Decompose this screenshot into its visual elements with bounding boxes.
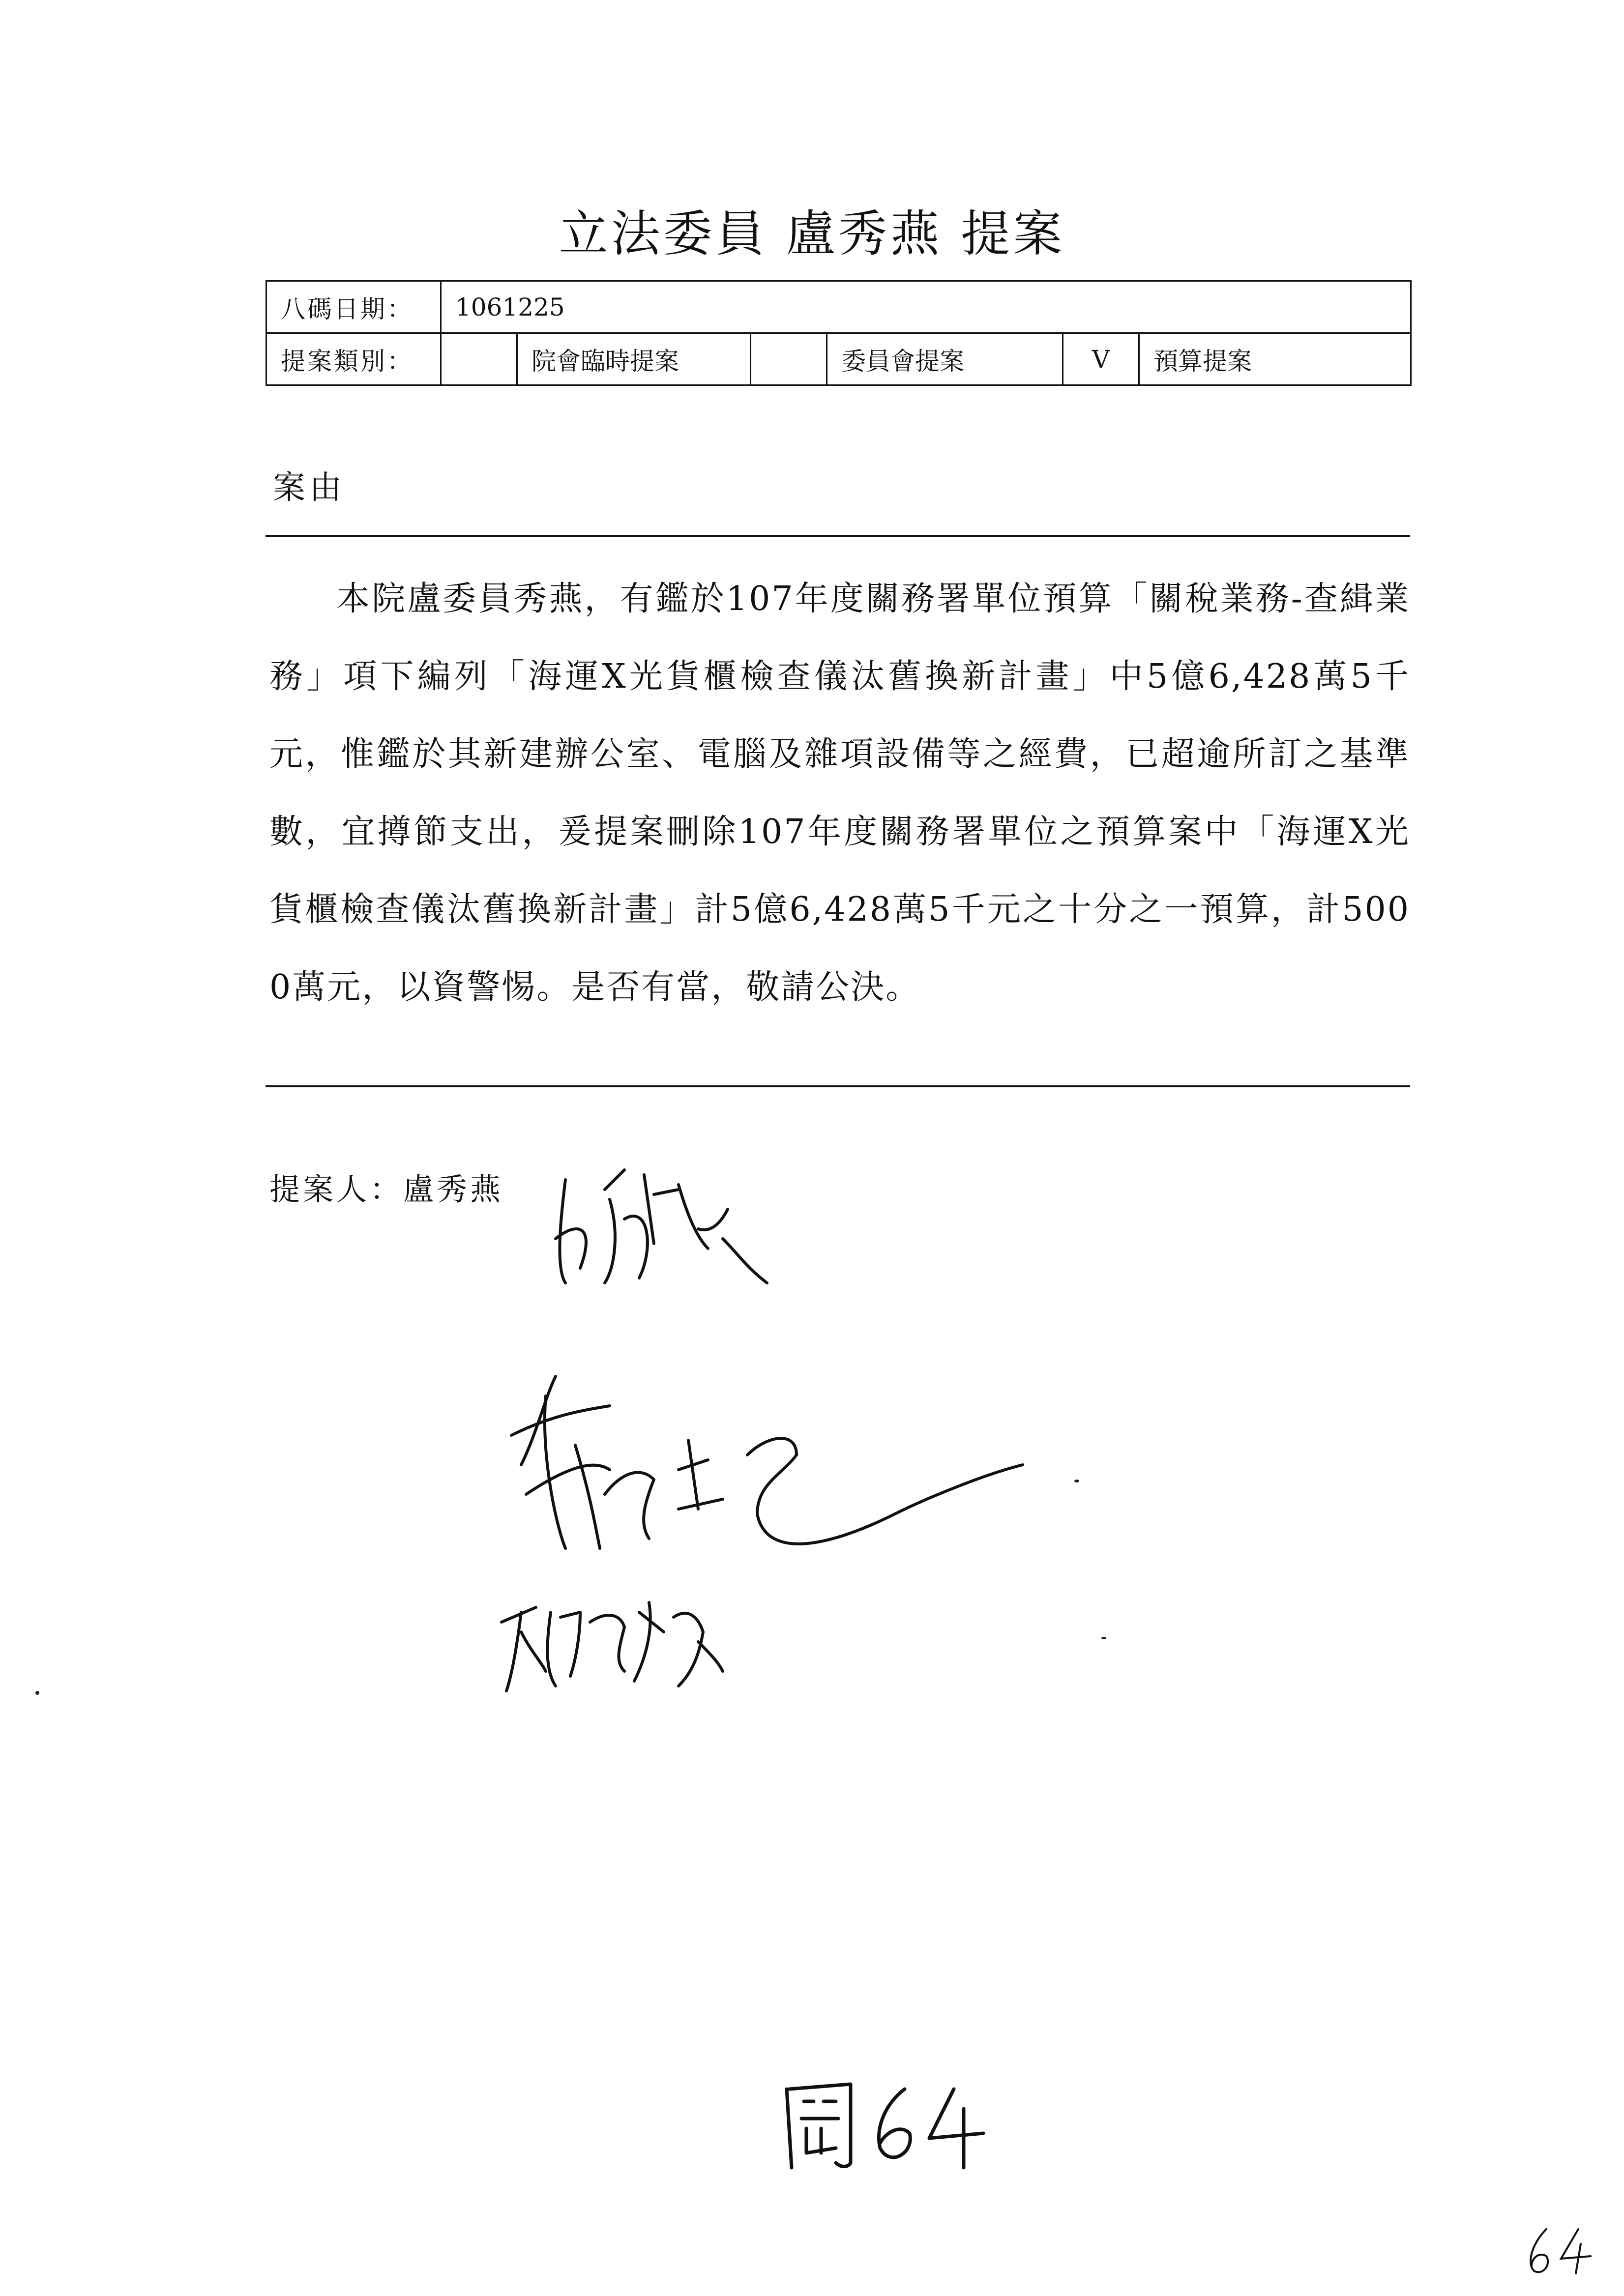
handwritten-signatures bbox=[492, 1121, 1131, 1725]
proposer-label: 提案人： bbox=[269, 1171, 404, 1207]
scan-speck bbox=[1074, 1480, 1079, 1482]
section-label: 案由 bbox=[273, 468, 346, 506]
category-plenary-label: 院會臨時提案 bbox=[517, 333, 751, 385]
category-mark-committee bbox=[751, 333, 827, 385]
proposal-meta-table bbox=[266, 280, 1412, 386]
category-mark-budget: V bbox=[1063, 333, 1139, 385]
bottom-divider bbox=[266, 1085, 1410, 1087]
category-mark-plenary bbox=[441, 333, 517, 385]
scan-speck bbox=[1101, 1637, 1106, 1639]
proposal-body: 本院盧委員秀燕，有鑑於107年度關務署單位預算「關稅業務-查緝業務」項下編列「海運X光貨櫃檢查儀汰舊換新計畫」中5億6,428萬5千元，惟鑑於其新建辦公室、電腦及雜項設備等之經費，已超逾所訂之基準數，宜撙節支出，爰提案刪除107年度關務署單位之預算案中「海運X光貨櫃檢查儀汰舊換新計畫」計5億6,428萬5千元之十分之一預算，計5000萬元，以資警惕。是否有當，敬請公決。 bbox=[269, 580, 1411, 1007]
date-value: 1061225 bbox=[441, 281, 1411, 333]
scan-speck bbox=[35, 1691, 39, 1695]
page-number bbox=[1519, 2224, 1598, 2278]
proposer-line bbox=[269, 1165, 503, 1209]
category-budget-label: 預算提案 bbox=[1139, 333, 1411, 385]
proposer-name: 盧秀燕 bbox=[403, 1171, 504, 1207]
page-title: 立法委員 盧秀燕 提案 bbox=[559, 205, 1065, 262]
top-divider bbox=[266, 535, 1410, 537]
category-row bbox=[266, 333, 1411, 385]
category-label: 提案類別： bbox=[266, 333, 441, 385]
date-row bbox=[266, 281, 1411, 333]
date-label: 八碼日期： bbox=[266, 281, 441, 333]
handwritten-note bbox=[777, 2074, 1003, 2173]
category-committee-label: 委員會提案 bbox=[827, 333, 1063, 385]
